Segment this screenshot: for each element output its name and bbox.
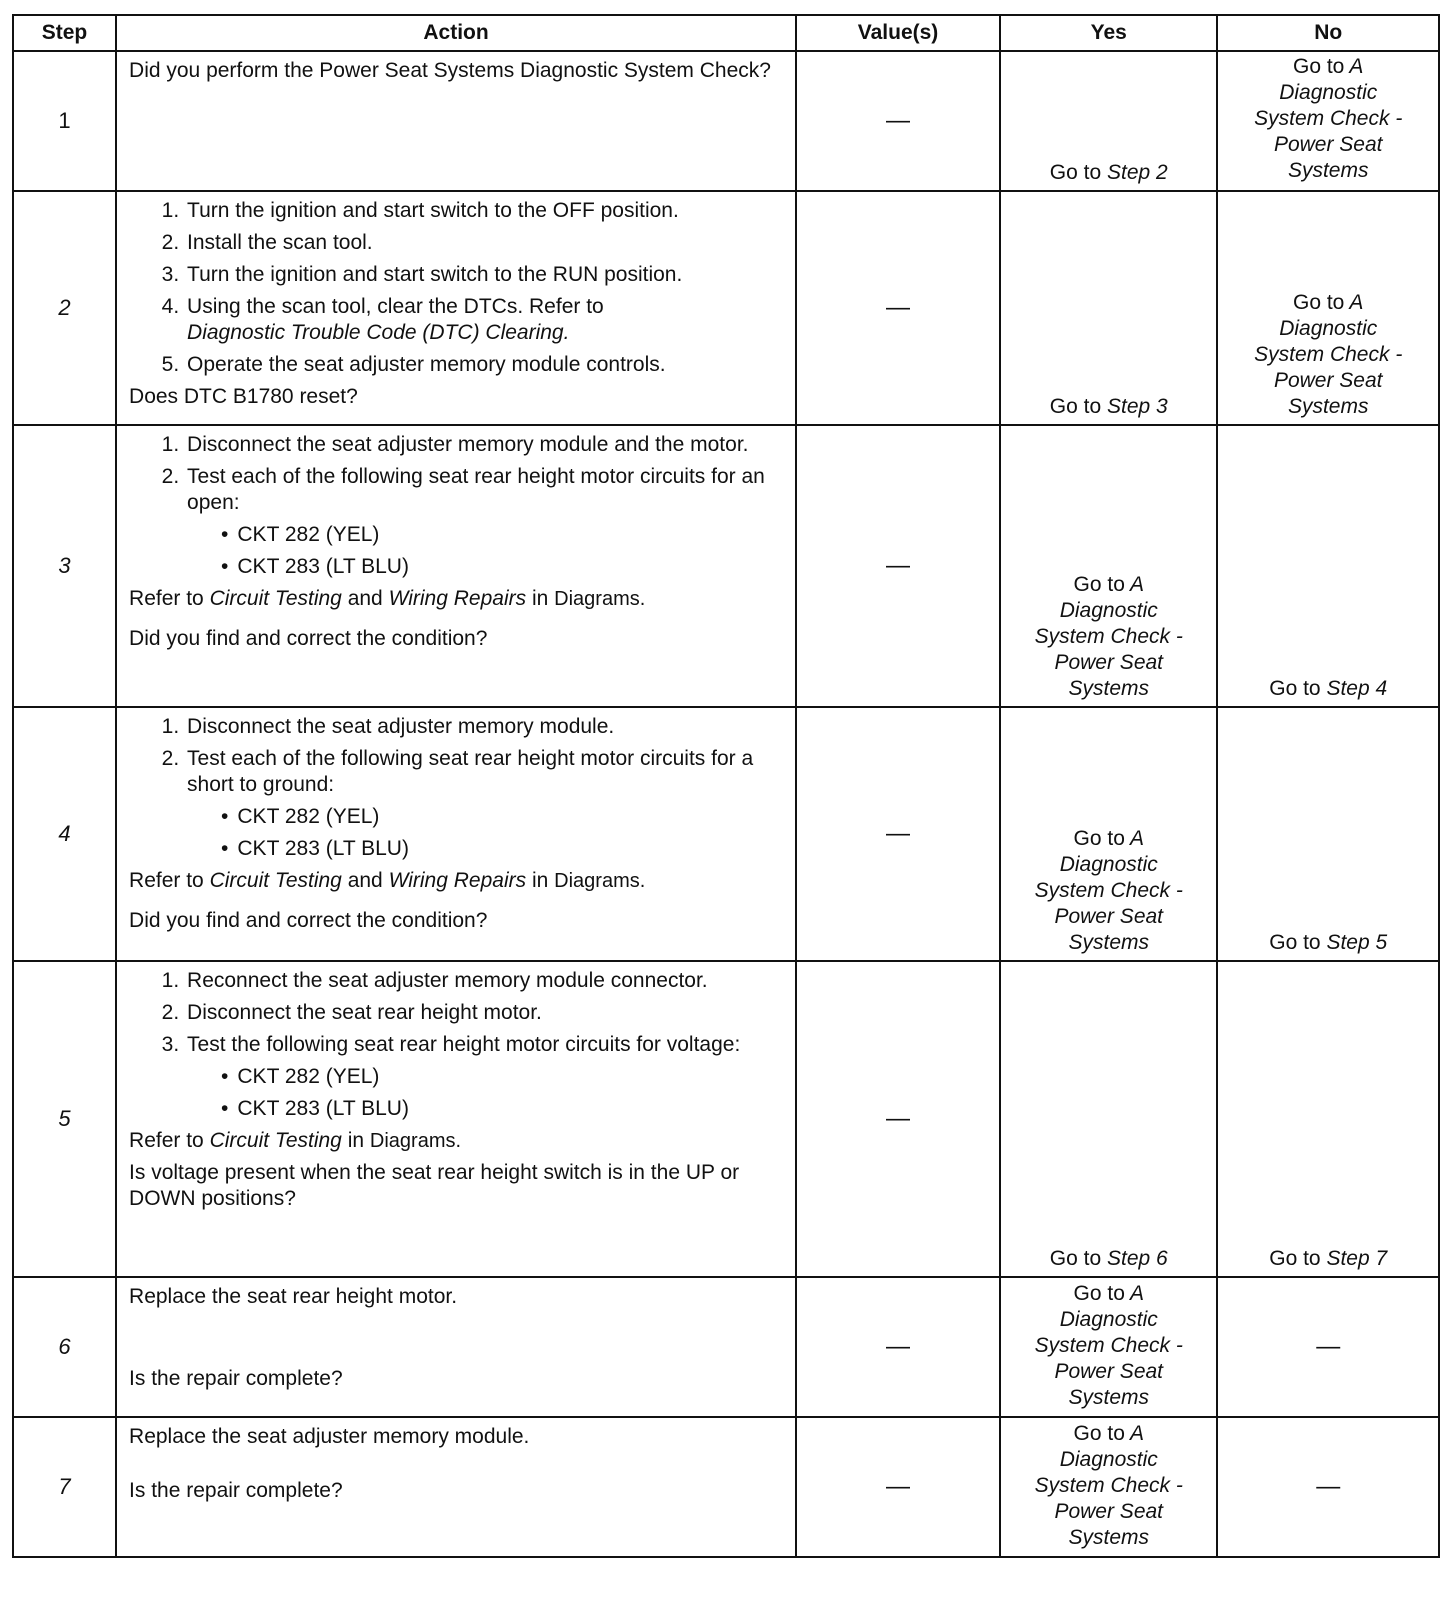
diag-line: System Check - — [1254, 107, 1403, 130]
header-action: Action — [116, 15, 796, 51]
list-item: 1. Reconnect the seat adjuster memory module connector. — [185, 968, 783, 994]
in-text: in — [531, 587, 549, 610]
action-steps — [129, 198, 783, 378]
action-cell — [116, 1277, 796, 1417]
header-no: No — [1217, 15, 1439, 51]
action-question: Did you find and correct the condition? — [129, 627, 488, 650]
action-instruction: Replace the seat rear height motor. — [129, 1285, 458, 1308]
circuit-testing-link[interactable]: Circuit Testing — [209, 587, 342, 610]
value-cell: — — [796, 1277, 1000, 1417]
refer-text: Refer to — [129, 587, 204, 610]
action-cell — [116, 51, 796, 191]
list-item: 1. Disconnect the seat adjuster memory module. — [185, 714, 783, 740]
diag-line: Systems — [1287, 395, 1369, 418]
value-cell: — — [796, 51, 1000, 191]
goto-prefix: Go to — [1049, 395, 1102, 418]
in-text: in — [347, 1129, 365, 1152]
yes-cell[interactable] — [1000, 1277, 1217, 1417]
action-question: Is voltage present when the seat rear height switch is in the UP or DOWN positions? — [129, 1161, 740, 1210]
header-yes: Yes — [1000, 15, 1217, 51]
diag-line: Power Seat — [1054, 651, 1164, 674]
diagrams-link[interactable]: Diagrams. — [369, 1130, 462, 1152]
no-cell: — — [1217, 1417, 1439, 1557]
action-question: Is the repair complete? — [129, 1367, 343, 1390]
step-link[interactable]: Step 4 — [1326, 677, 1388, 700]
goto-a-letter: A — [1349, 55, 1364, 78]
diagrams-link[interactable]: Diagrams. — [554, 870, 646, 892]
list-item — [185, 294, 783, 346]
diag-line: System Check - — [1034, 625, 1183, 648]
diagnostic-table — [12, 14, 1440, 1558]
diag-line: Power Seat — [1273, 369, 1383, 392]
table-row — [13, 191, 1439, 425]
circuit-list — [187, 522, 783, 580]
value-cell: — — [796, 425, 1000, 707]
action-cell — [116, 1417, 796, 1557]
no-cell[interactable] — [1217, 707, 1439, 961]
diag-line: Power Seat — [1273, 133, 1383, 156]
goto-prefix: Go to — [1049, 1247, 1102, 1270]
action-cell — [116, 707, 796, 961]
header-values: Value(s) — [796, 15, 1000, 51]
no-cell: — — [1217, 1277, 1439, 1417]
reference-line — [129, 868, 783, 894]
in-text: in — [531, 869, 549, 892]
yes-cell[interactable] — [1000, 1417, 1217, 1557]
diag-line: Diagnostic — [1059, 1448, 1158, 1471]
action-instruction: Replace the seat adjuster memory module. — [129, 1425, 530, 1448]
goto-prefix: Go to — [1269, 677, 1321, 700]
step-link[interactable]: Step 6 — [1106, 1247, 1168, 1270]
step-link[interactable]: Step 3 — [1106, 395, 1168, 418]
list-item: 1. Turn the ignition and start switch to the OFF position. — [185, 198, 783, 224]
step-number: 4 — [13, 707, 116, 961]
yes-cell[interactable] — [1000, 191, 1217, 425]
action-cell — [116, 425, 796, 707]
table-row — [13, 1277, 1439, 1417]
list-item-text: Test each of the following seat rear height motor circuits for a short to ground: — [187, 747, 754, 796]
action-steps — [129, 714, 783, 862]
dtc-clearing-link[interactable]: Diagnostic Trouble Code (DTC) Clearing. — [187, 321, 570, 344]
diag-line: Diagnostic — [1279, 81, 1378, 104]
action-steps — [129, 432, 783, 580]
diag-line: Systems — [1068, 931, 1149, 954]
goto-prefix: Go to — [1049, 161, 1102, 184]
goto-a-letter: A — [1129, 1422, 1144, 1445]
goto-a-letter: A — [1129, 1282, 1144, 1305]
list-item: 5. Operate the seat adjuster memory module controls. — [185, 352, 783, 378]
goto-prefix: Go to — [1073, 1282, 1125, 1305]
step-link[interactable]: Step 5 — [1326, 931, 1388, 954]
diagrams-link[interactable]: Diagrams. — [554, 588, 646, 610]
list-item: 3. Turn the ignition and start switch to the RUN position. — [185, 262, 783, 288]
action-question: Is the repair complete? — [129, 1479, 343, 1502]
circuit-list — [187, 1064, 783, 1122]
yes-cell[interactable] — [1000, 425, 1217, 707]
diag-line: System Check - — [1034, 1334, 1183, 1357]
list-item — [185, 1032, 783, 1122]
goto-a-letter: A — [1349, 291, 1364, 314]
table-row — [13, 425, 1439, 707]
value-cell: — — [796, 961, 1000, 1277]
action-question: Did you find and correct the condition? — [129, 909, 488, 932]
step-number: 6 — [13, 1277, 116, 1417]
diag-line: Diagnostic — [1279, 317, 1378, 340]
wiring-repairs-link[interactable]: Wiring Repairs — [388, 869, 527, 892]
diag-line: Diagnostic — [1059, 1308, 1158, 1331]
no-cell[interactable] — [1217, 51, 1439, 191]
diag-line: Systems — [1068, 1386, 1149, 1409]
list-item — [185, 746, 783, 862]
step-number: 1 — [13, 51, 116, 191]
goto-prefix: Go to — [1269, 1247, 1321, 1270]
circuit-item: • CKT 282 (YEL) — [219, 522, 783, 548]
yes-cell[interactable] — [1000, 707, 1217, 961]
diag-line: Power Seat — [1054, 1360, 1164, 1383]
circuit-item: • CKT 283 (LT BLU) — [219, 836, 783, 862]
list-item: 1. Disconnect the seat adjuster memory module and the motor. — [185, 432, 783, 458]
action-cell — [116, 961, 796, 1277]
circuit-item: • CKT 282 (YEL) — [219, 1064, 783, 1090]
header-row — [13, 15, 1439, 51]
table-row — [13, 961, 1439, 1277]
list-item-text: Using the scan tool, clear the DTCs. Refer to — [187, 295, 604, 318]
table-row — [13, 51, 1439, 191]
and-text: and — [347, 869, 383, 892]
action-steps — [129, 968, 783, 1122]
diag-line: Systems — [1068, 1526, 1149, 1549]
and-text: and — [347, 587, 383, 610]
goto-prefix: Go to — [1073, 1422, 1125, 1445]
table-row — [13, 707, 1439, 961]
list-item — [185, 464, 783, 580]
step-number: 7 — [13, 1417, 116, 1557]
circuit-item: • CKT 283 (LT BLU) — [219, 554, 783, 580]
yes-cell[interactable] — [1000, 51, 1217, 191]
diag-line: System Check - — [1254, 343, 1403, 366]
goto-a-letter: A — [1129, 827, 1144, 850]
refer-text: Refer to — [129, 1129, 204, 1152]
header-step: Step — [13, 15, 116, 51]
step-number: 5 — [13, 961, 116, 1277]
goto-prefix: Go to — [1269, 931, 1321, 954]
circuit-list — [187, 804, 783, 862]
refer-text: Refer to — [129, 869, 204, 892]
value-cell: — — [796, 1417, 1000, 1557]
goto-prefix: Go to — [1073, 573, 1125, 596]
diag-line: System Check - — [1034, 1474, 1183, 1497]
circuit-item: • CKT 282 (YEL) — [219, 804, 783, 830]
step-link[interactable]: Step 7 — [1326, 1247, 1388, 1270]
diag-line: Systems — [1068, 677, 1149, 700]
reference-line — [129, 1128, 783, 1154]
list-item-text: Test each of the following seat rear height motor circuits for an open: — [187, 465, 765, 514]
circuit-testing-link[interactable]: Circuit Testing — [209, 869, 342, 892]
goto-a-letter: A — [1129, 573, 1144, 596]
circuit-testing-link[interactable]: Circuit Testing — [209, 1129, 342, 1152]
no-cell[interactable] — [1217, 961, 1439, 1277]
no-cell[interactable] — [1217, 425, 1439, 707]
goto-prefix: Go to — [1292, 291, 1345, 314]
circuit-item: • CKT 283 (LT BLU) — [219, 1096, 783, 1122]
diag-line: Diagnostic — [1059, 599, 1158, 622]
action-cell — [116, 191, 796, 425]
no-cell[interactable] — [1217, 191, 1439, 425]
diag-line: Power Seat — [1054, 905, 1164, 928]
reference-line — [129, 586, 783, 612]
yes-cell[interactable] — [1000, 961, 1217, 1277]
diagnostic-table-page — [12, 14, 1440, 1558]
list-item-text: Test the following seat rear height motor circuits for voltage: — [187, 1033, 741, 1056]
table-row — [13, 1417, 1439, 1557]
action-question: Did you perform the Power Seat Systems Diagnostic System Check? — [129, 59, 771, 82]
diag-line: System Check - — [1034, 879, 1183, 902]
step-number: 2 — [13, 191, 116, 425]
wiring-repairs-link[interactable]: Wiring Repairs — [388, 587, 527, 610]
step-number: 3 — [13, 425, 116, 707]
list-item: 2. Disconnect the seat rear height motor. — [185, 1000, 783, 1026]
diag-line: Power Seat — [1054, 1500, 1164, 1523]
action-question: Does DTC B1780 reset? — [129, 385, 358, 408]
list-item: 2. Install the scan tool. — [185, 230, 783, 256]
value-cell: — — [796, 191, 1000, 425]
goto-prefix: Go to — [1292, 55, 1345, 78]
diag-line: Diagnostic — [1059, 853, 1158, 876]
goto-prefix: Go to — [1073, 827, 1125, 850]
step-link[interactable]: Step 2 — [1106, 161, 1168, 184]
value-cell: — — [796, 707, 1000, 961]
diag-line: Systems — [1287, 159, 1369, 182]
